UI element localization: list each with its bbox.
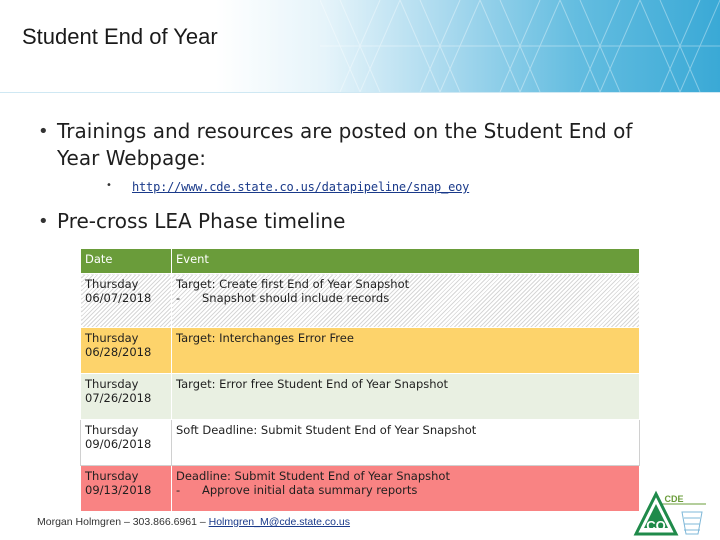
bullet-trainings: Trainings and resources are posted on the Student End of Year Webpage:	[57, 119, 633, 170]
event-sub-item	[176, 483, 635, 497]
slide-title: Student End of Year	[22, 24, 218, 49]
row-date	[81, 466, 172, 512]
date-day: Thursday	[85, 331, 139, 345]
banner-divider	[0, 92, 720, 93]
header-event: Event	[172, 249, 640, 274]
bullet-marker: •	[38, 121, 49, 142]
date-value: 06/28/2018	[85, 345, 152, 359]
cde-colorado-logo	[632, 490, 712, 538]
date-day: Thursday	[85, 423, 139, 437]
date-value: 09/13/2018	[85, 483, 152, 497]
sub-bullet-marker: •	[106, 180, 112, 191]
event-text: Target: Interchanges Error Free	[176, 331, 354, 345]
row-event	[172, 274, 640, 328]
event-sub-item	[176, 291, 635, 305]
event-text: Soft Deadline: Submit Student End of Year Snapshot	[176, 423, 477, 437]
row-date	[81, 374, 172, 420]
event-sub-text: Approve initial data summary reports	[202, 483, 418, 497]
table-row	[81, 420, 640, 466]
event-sub-text: Snapshot should include records	[202, 291, 390, 305]
row-event	[172, 328, 640, 374]
row-event	[172, 374, 640, 420]
row-date	[81, 420, 172, 466]
row-date	[81, 328, 172, 374]
timeline-table	[80, 248, 640, 512]
row-date	[81, 274, 172, 328]
sub-marker: -	[176, 483, 181, 497]
snapshot-eoy-link[interactable]: http://www.cde.state.co.us/datapipeline/snap_eoy	[132, 180, 470, 194]
date-value: 09/06/2018	[85, 437, 152, 451]
event-text: Deadline: Submit Student End of Year Snapshot	[176, 469, 450, 483]
footer-email-link[interactable]: Holmgren_M@cde.state.co.us	[208, 516, 351, 528]
footer-contact-text: Morgan Holmgren – 303.866.6961 –	[37, 516, 209, 528]
row-event	[172, 420, 640, 466]
table-row	[81, 328, 640, 374]
bullet-marker: •	[38, 211, 49, 232]
row-event	[172, 466, 640, 512]
date-day: Thursday	[85, 277, 139, 291]
sub-marker: -	[176, 291, 181, 305]
title-banner	[0, 0, 720, 92]
date-value: 06/07/2018	[85, 291, 152, 305]
table-row	[81, 374, 640, 420]
date-day: Thursday	[85, 377, 139, 391]
table-row	[81, 274, 640, 328]
date-day: Thursday	[85, 469, 139, 483]
logo-top-text: CDE	[664, 494, 684, 504]
date-value: 07/26/2018	[85, 391, 152, 405]
event-text: Target: Error free Student End of Year Snapshot	[176, 377, 449, 391]
table-header-row	[81, 249, 640, 274]
footer-contact	[37, 516, 350, 528]
bullet-timeline: Pre-cross LEA Phase timeline	[57, 209, 346, 233]
table-row	[81, 466, 640, 512]
event-text: Target: Create first End of Year Snapshot	[176, 277, 410, 291]
triangle-pattern-decoration	[320, 0, 720, 92]
header-date: Date	[81, 249, 172, 274]
logo-main-text: CO	[646, 518, 666, 533]
